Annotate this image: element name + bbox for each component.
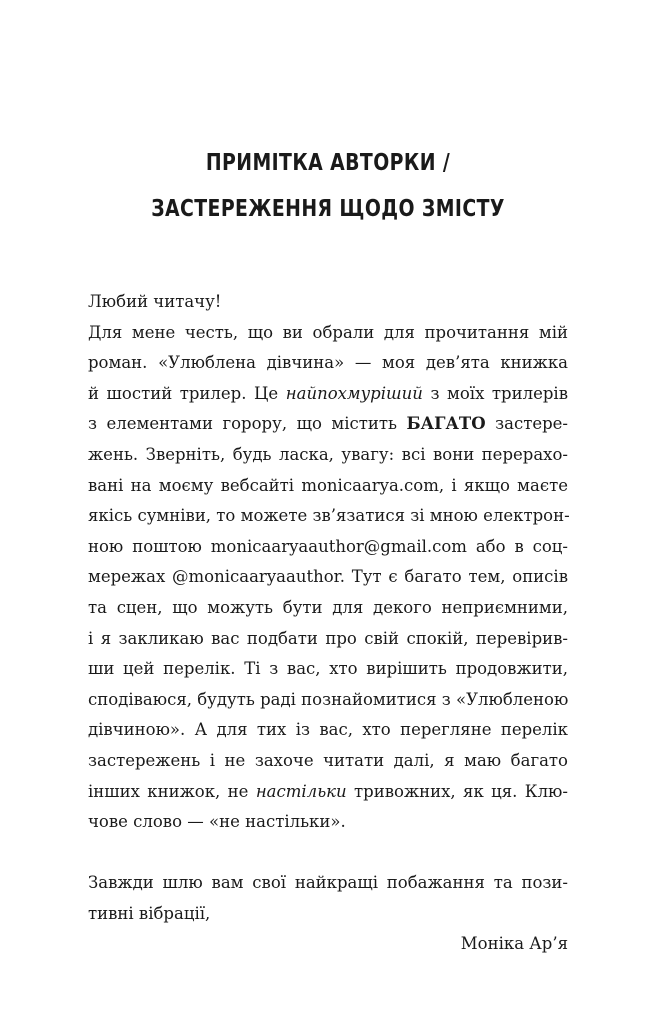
closing-line: тивні вібрації, [88, 903, 211, 923]
text-line: роман. «Улюблена дівчина» — моя дев’ята книжка [88, 353, 568, 373]
text-line: мережах @monicaaryaauthor. Тут є багато тем, описів [88, 567, 568, 587]
text-line: жень. Зверніть, будь ласка, увагу: всі вони перерахо- [88, 444, 568, 464]
text-line [88, 409, 568, 440]
text-line: якісь сумніви, то можете зв’язатися зі мною електрон- [88, 506, 570, 526]
text-line: застережень і не захоче читати далі, я маю багато [88, 750, 568, 770]
text-line: Для мене честь, що ви обрали для прочитання мій [88, 322, 568, 342]
heading-line-2: ЗАСТЕРЕЖЕННЯ ЩОДО ЗМІСТУ [151, 196, 505, 222]
text-line: вані на моєму вебсайті monicaarya.com, і якщо маєте [88, 475, 568, 495]
heading-line-1: ПРИМІТКА АВТОРКИ / [205, 150, 451, 176]
text-line: і я закликаю вас подбати про свій спокій, перевірив- [88, 628, 568, 648]
text-fragment: застере- [485, 414, 568, 434]
text-line [88, 379, 568, 410]
emphasis-text: настільки [255, 781, 347, 801]
text-fragment: з елементами горору, що містить [88, 414, 407, 434]
text-line: сподіваюся, будуть раді познайомитися з «Улюбленою [88, 689, 569, 709]
text-fragment: з моїх трилерів [422, 383, 568, 403]
text-line: дівчиною». А для тих із вас, хто перегляне перелік [88, 720, 568, 740]
text-line: ши цей перелік. Ті з вас, хто вирішить продовжити, [88, 659, 568, 679]
author-note-text [88, 287, 568, 960]
text-fragment: й шостий трилер. Це [88, 383, 286, 403]
text-line: та сцен, що можуть бути для декого неприємними, [88, 597, 568, 617]
text-fragment: тривожних, як ця. Клю- [346, 781, 569, 801]
text-line: чове слово — «не настільки». [88, 812, 346, 832]
greeting: Любий читачу! [88, 292, 222, 311]
text-fragment: інших книжок, не [88, 781, 256, 801]
text-line: ною поштою monicaaryaauthor@gmail.com або в соц- [88, 536, 568, 556]
author-signature: Моніка Ар’я [460, 934, 568, 954]
text-line [88, 777, 568, 808]
closing-line: Завжди шлю вам свої найкращі побажання та пози- [88, 873, 568, 893]
emphasis-text: найпохмуріший [285, 383, 423, 403]
bold-text: БАГАТО [406, 414, 486, 434]
paragraph-gap [88, 838, 568, 869]
chapter-heading [59, 140, 597, 232]
